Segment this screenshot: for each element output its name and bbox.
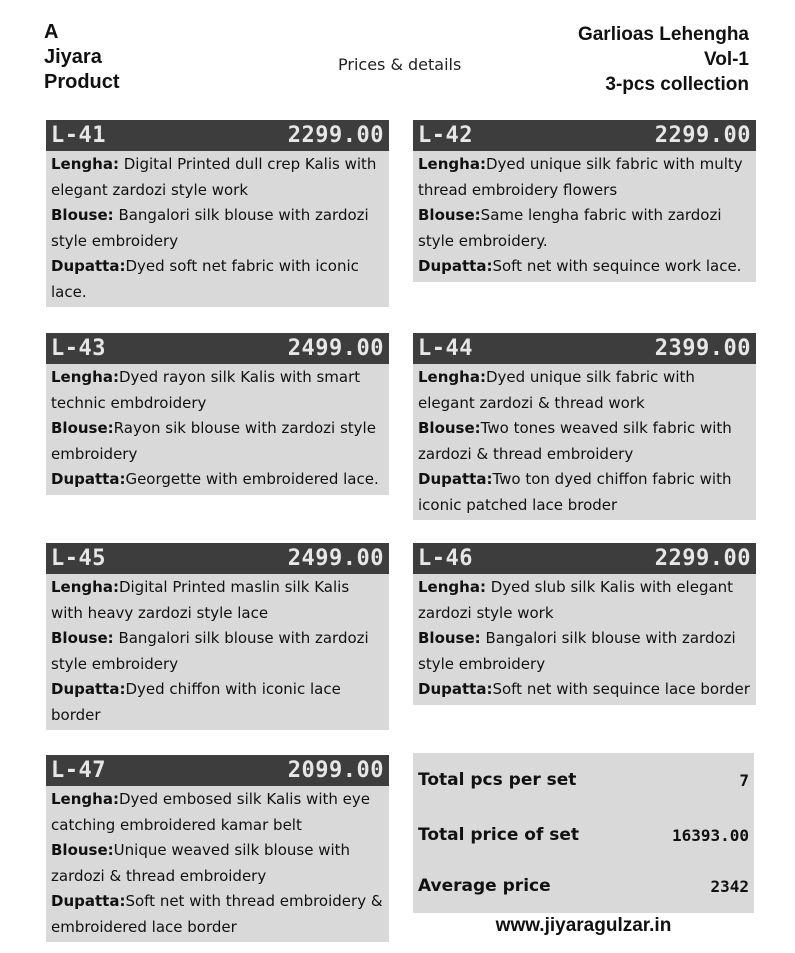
- lengha-text: Dyed embosed silk Kalis with eye catching embroidered kamar belt: [51, 790, 370, 834]
- page-subtitle: Prices & details: [338, 55, 462, 74]
- average-price-row: [418, 876, 749, 896]
- blouse-label: Blouse:: [418, 419, 481, 437]
- product-card-l45: [46, 543, 389, 730]
- blouse-text: Bangalori silk blouse with zardozi style embroidery: [51, 629, 369, 673]
- dupatta-text: Soft net with thread embroidery & embroidered lace border: [51, 892, 383, 936]
- product-price: 2299.00: [287, 123, 384, 148]
- product-card-l46: [413, 543, 756, 705]
- lengha-label: Lengha:: [51, 578, 119, 596]
- brand-line-1: A: [44, 21, 59, 43]
- blouse-label: Blouse:: [418, 206, 481, 224]
- product-details: [46, 574, 389, 730]
- dupatta-label: Dupatta:: [418, 257, 493, 275]
- blouse-text: Unique weaved silk blouse with zardozi & thread embroidery: [51, 841, 351, 885]
- product-code: L-41: [51, 123, 106, 148]
- product-price: 2299.00: [654, 123, 751, 148]
- product-details: [46, 364, 389, 495]
- product-header: [46, 333, 389, 364]
- lengha-text: Dyed slub silk Kalis with elegant zardozi style work: [418, 578, 734, 622]
- total-pcs-value: 7: [739, 770, 749, 790]
- lengha-label: Lengha:: [51, 368, 119, 386]
- product-price: 2499.00: [287, 546, 384, 571]
- product-price: 2399.00: [654, 336, 751, 361]
- blouse-text: Same lengha fabric with zardozi style embroidery.: [418, 206, 722, 250]
- dupatta-text: Dyed chiffon with iconic lace border: [51, 680, 341, 724]
- dupatta-label: Dupatta:: [418, 680, 493, 698]
- brand-block: [44, 20, 120, 95]
- lengha-text: Dyed rayon silk Kalis with smart technic embdroidery: [51, 368, 361, 412]
- product-code: L-46: [418, 546, 473, 571]
- lengha-text: Digital Printed maslin silk Kalis with heavy zardozi style lace: [51, 578, 350, 622]
- average-price-value: 2342: [710, 876, 749, 896]
- product-header: [413, 333, 756, 364]
- blouse-label: Blouse:: [51, 419, 114, 437]
- brand-line-3: Product: [44, 71, 120, 93]
- collection-line-2: Vol-1: [703, 49, 749, 70]
- collection-line-3: 3-pcs collection: [605, 74, 749, 95]
- product-header: [46, 543, 389, 574]
- product-card-l41: [46, 120, 389, 307]
- product-details: [413, 364, 756, 520]
- dupatta-text: Two ton dyed chiffon fabric with iconic patched lace broder: [418, 470, 732, 514]
- blouse-label: Blouse:: [418, 629, 481, 647]
- dupatta-label: Dupatta:: [51, 892, 126, 910]
- product-details: [413, 574, 756, 705]
- product-header: [46, 120, 389, 151]
- collection-line-1: Garlioas Lehengha: [577, 24, 749, 45]
- product-card-l47: [46, 755, 389, 942]
- dupatta-label: Dupatta:: [418, 470, 493, 488]
- total-price-label: Total price of set: [418, 825, 580, 845]
- product-code: L-44: [418, 336, 473, 361]
- total-price-row: [418, 825, 749, 845]
- product-code: L-47: [51, 758, 106, 783]
- dupatta-text: Dyed soft net fabric with iconic lace.: [51, 257, 359, 301]
- product-code: L-42: [418, 123, 473, 148]
- product-card-l43: [46, 333, 389, 495]
- product-header: [46, 755, 389, 786]
- dupatta-text: Georgette with embroidered lace.: [125, 470, 379, 488]
- product-header: [413, 120, 756, 151]
- totals-box: [413, 753, 754, 913]
- dupatta-label: Dupatta:: [51, 470, 126, 488]
- dupatta-label: Dupatta:: [51, 680, 126, 698]
- lengha-label: Lengha:: [51, 155, 119, 173]
- dupatta-label: Dupatta:: [51, 257, 126, 275]
- blouse-text: Bangalori silk blouse with zardozi style embroidery: [51, 206, 369, 250]
- product-price: 2299.00: [654, 546, 751, 571]
- product-details: [413, 151, 756, 282]
- blouse-label: Blouse:: [51, 629, 114, 647]
- product-card-l42: [413, 120, 756, 282]
- total-pcs-row: [418, 770, 749, 790]
- total-pcs-label: Total pcs per set: [418, 770, 577, 790]
- product-code: L-43: [51, 336, 106, 361]
- lengha-label: Lengha:: [418, 368, 486, 386]
- lengha-text: Dyed unique silk fabric with multy thread embroidery flowers: [418, 155, 743, 199]
- dupatta-text: Soft net with sequince lace border: [492, 680, 750, 698]
- lengha-text: Dyed unique silk fabric with elegant zardozi & thread work: [418, 368, 695, 412]
- lengha-text: Digital Printed dull crep Kalis with elegant zardozi style work: [51, 155, 377, 199]
- average-price-label: Average price: [418, 876, 551, 896]
- lengha-label: Lengha:: [418, 578, 486, 596]
- product-card-l44: [413, 333, 756, 520]
- dupatta-text: Soft net with sequince work lace.: [492, 257, 742, 275]
- product-price: 2499.00: [287, 336, 384, 361]
- blouse-label: Blouse:: [51, 841, 114, 859]
- lengha-label: Lengha:: [51, 790, 119, 808]
- brand-line-2: Jiyara: [44, 46, 102, 68]
- product-details: [46, 151, 389, 307]
- blouse-text: Rayon sik blouse with zardozi style embroidery: [51, 419, 376, 463]
- blouse-text: Two tones weaved silk fabric with zardozi & thread embroidery: [418, 419, 732, 463]
- total-price-value: 16393.00: [671, 825, 749, 845]
- product-code: L-45: [51, 546, 106, 571]
- product-details: [46, 786, 389, 942]
- blouse-text: Bangalori silk blouse with zardozi style embroidery: [418, 629, 736, 673]
- product-price: 2099.00: [287, 758, 384, 783]
- website-link[interactable]: www.jiyaragulzar.in: [495, 915, 672, 936]
- blouse-label: Blouse:: [51, 206, 114, 224]
- product-header: [413, 543, 756, 574]
- lengha-label: Lengha:: [418, 155, 486, 173]
- collection-title: [578, 22, 749, 97]
